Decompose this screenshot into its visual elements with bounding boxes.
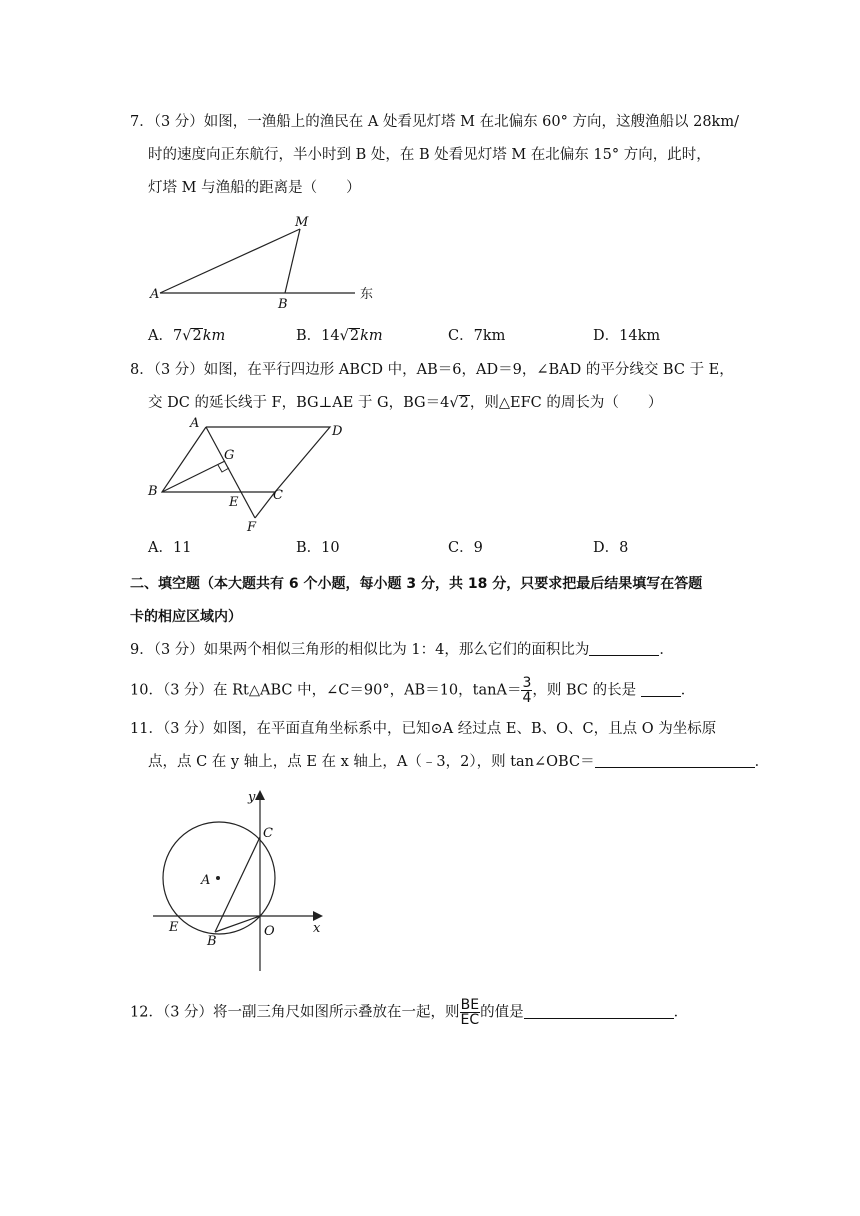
q8-label-f: F [247, 520, 257, 535]
q9-line [130, 640, 674, 660]
q10-end: ． [680, 682, 696, 699]
q11-x-arrow [313, 911, 323, 921]
q8-label-c: C [273, 488, 283, 503]
q8-line2-post: ，则△EFC 的周长为（ ） [469, 395, 663, 411]
q12-frac-num: BE [460, 997, 480, 1013]
q7-label-east: 东 [360, 287, 374, 302]
q8-figure [140, 415, 350, 540]
q10-frac-den: 4 [522, 690, 532, 706]
q8-bg-radicand: 2 [459, 395, 469, 411]
q7-line1: 7．（3 分）如图，一渔船上的渔民在 A 处看见灯塔 M 在北偏东 60° 方向，这艘渔船以 28km/ [130, 114, 739, 130]
q11-line-bc [215, 837, 260, 932]
q12-post: 的值是 [480, 1004, 524, 1021]
q8-line-cf [255, 492, 275, 518]
q11-label-a: A [201, 873, 211, 888]
q11-center-dot [216, 876, 220, 880]
q7-line-am [160, 229, 300, 293]
q11-label-x: x [313, 921, 321, 936]
q12-end: ． [673, 1004, 689, 1021]
q11-answer-blank[interactable] [595, 753, 755, 768]
q8-option-b[interactable]: B．10 [296, 540, 340, 556]
q8-line2: 交 DC 的延长线于 F，BG⊥AE 于 G，BG＝4√2，则△EFC 的周长为（ ） [148, 395, 663, 411]
q11-label-y: y [248, 790, 256, 805]
q12-pre: 12．（3 分）将一副三角尺如图所示叠放在一起，则 [130, 1004, 460, 1021]
q11-end: ． [754, 754, 770, 770]
q12-answer-blank[interactable] [524, 1004, 674, 1019]
q12-frac-den: EC [460, 1012, 480, 1028]
q7-line3: 灯塔 M 与渔船的距离是（ ） [148, 180, 361, 196]
q8-label-g: G [224, 448, 235, 463]
q8-options [148, 538, 748, 558]
q8-line-bg [162, 461, 225, 492]
q8-label-b: B [148, 484, 158, 499]
q8-label-a: A [190, 416, 200, 431]
q10-answer-blank[interactable] [641, 682, 681, 697]
q8-line1: 8．（3 分）如图，在平行四边形 ABCD 中，AB＝6，AD＝9，∠BAD 的平分线交 BC 于 E， [130, 362, 734, 378]
q9-text: 9．（3 分）如果两个相似三角形的相似比为 1：4，那么它们的面积比为 [130, 642, 590, 658]
q8-option-d[interactable]: D．8 [593, 540, 629, 556]
q12-fraction [460, 998, 481, 1027]
q11-label-o: O [264, 924, 275, 939]
q8-option-a[interactable]: A．11 [148, 540, 192, 556]
q11-line2-text: 点，点 C 在 y 轴上，点 E 在 x 轴上，A（﹣3，2），则 tan∠OBC＝ [148, 754, 595, 770]
section2-heading-line2: 卡的相应区域内） [130, 609, 242, 625]
q11-label-e: E [169, 920, 179, 935]
section2-heading-line1: 二、填空题（本大题共有 6 个小题，每小题 3 分，共 18 分，只要求把最后结果填写在答题 [130, 576, 703, 592]
q9-end: ． [659, 642, 674, 658]
q7-line-bm [285, 229, 300, 293]
q7-option-a[interactable]: A．7√2km [148, 328, 226, 344]
q7-options [148, 326, 748, 346]
q11-label-b: B [207, 934, 217, 949]
q11-label-c: C [263, 826, 273, 841]
q7-figure [140, 210, 390, 310]
q11-line1: 11．（3 分）如图，在平面直角坐标系中，已知⊙A 经过点 E、B、O、C，且点 O 为坐标原 [130, 721, 717, 737]
q12-line [130, 998, 688, 1027]
q11-y-arrow [255, 790, 265, 800]
q8-parallelogram [162, 427, 330, 492]
q8-label-e: E [229, 495, 239, 510]
q7-label-m: M [295, 215, 309, 230]
q8-bg-coef: 4 [440, 395, 450, 411]
q7-label-a: A [150, 287, 160, 302]
q11-line2 [148, 752, 769, 772]
q10-post: ，则 BC 的长是 [532, 682, 637, 699]
q10-fraction [521, 676, 532, 705]
q8-option-c[interactable]: C．9 [448, 540, 483, 556]
q10-frac-num: 3 [522, 675, 532, 691]
q9-answer-blank[interactable] [589, 641, 659, 656]
q10-line [130, 676, 695, 705]
q7-option-c[interactable]: C．7km [448, 328, 506, 344]
q8-line2-pre: 交 DC 的延长线于 F，BG⊥AE 于 G，BG＝ [148, 395, 441, 411]
q7-option-b[interactable]: B．14√2km [296, 328, 383, 344]
q7-line2: 时的速度向正东航行，半小时到 B 处，在 B 处看见灯塔 M 在北偏东 15° 方向，此时， [148, 147, 711, 163]
q8-label-d: D [332, 424, 343, 439]
q7-label-b: B [278, 297, 288, 312]
q10-pre: 10．（3 分）在 Rt△ABC 中，∠C＝90°，AB＝10，tanA＝ [130, 682, 522, 699]
q11-figure [145, 785, 335, 975]
q7-option-d[interactable]: D．14km [593, 328, 661, 344]
